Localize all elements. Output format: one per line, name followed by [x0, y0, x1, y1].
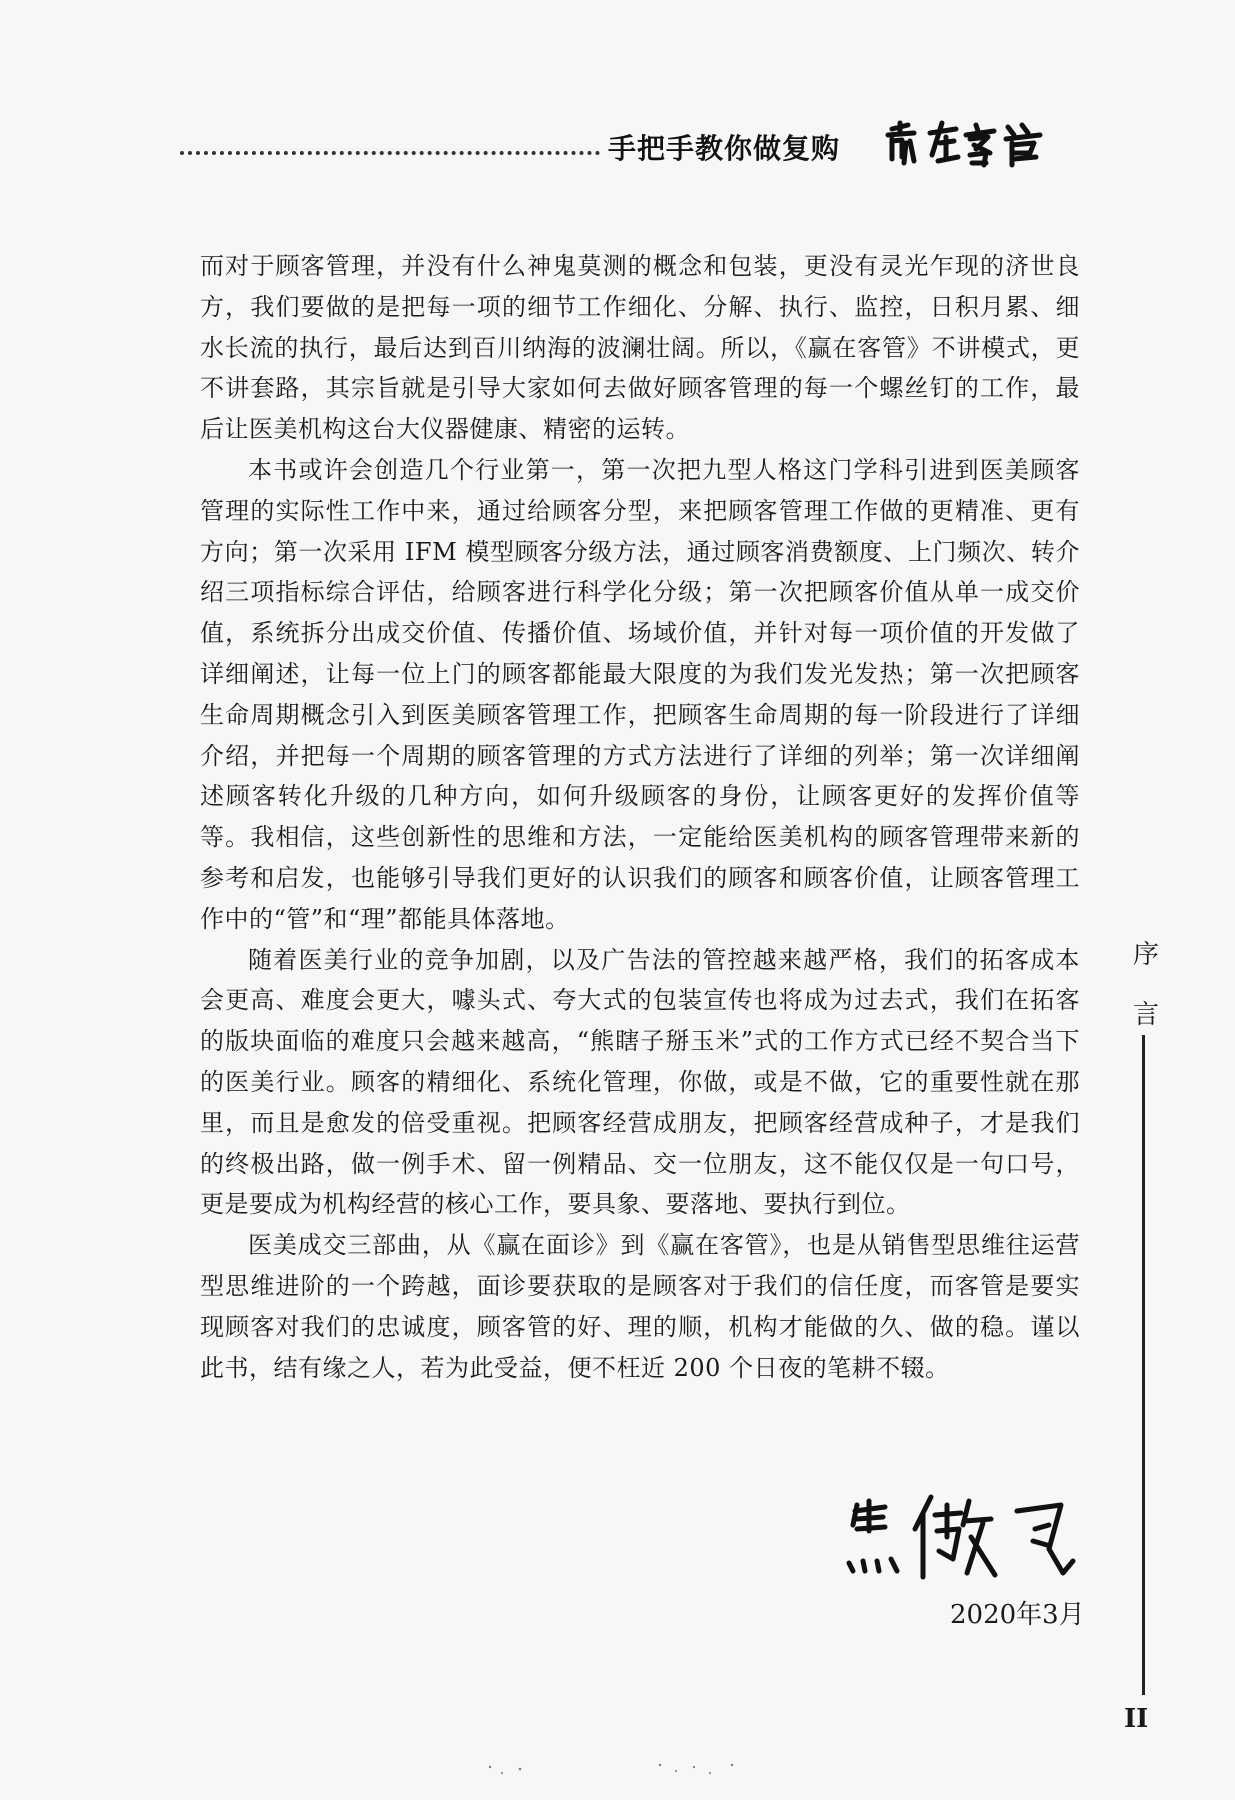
paragraph-4: 医美成交三部曲，从《赢在面诊》到《赢在客管》，也是从销售型思维往运营型思维进阶的一个跨越，面诊要获取的是顾客对于我们的信任度，而客管是要实现顾客对我们的忠诚度，顾客管的好、理的顺，机构才能做的久、做的稳。谨以此书，结有缘之人，若为此受益，便不枉近 200 个日夜的笔耕不辍。 — [200, 1231, 1080, 1382]
date: 2020年3月 — [950, 1600, 1085, 1630]
header-title: 手把手教你做复购 — [608, 132, 841, 165]
scan-speckles — [480, 1755, 780, 1785]
section-tab-char-2: 言 — [1132, 1000, 1159, 1030]
preface-body — [200, 246, 1080, 1388]
author-signature — [835, 1485, 1085, 1585]
header-dot-leader — [180, 151, 600, 155]
header-brush-title-logo — [880, 115, 1060, 175]
section-tab-char-1: 序 — [1132, 940, 1159, 970]
page-number: II — [1124, 1704, 1149, 1734]
side-rule — [1142, 1035, 1145, 1695]
paragraph-2: 本书或许会创造几个行业第一，第一次把九型人格这门学科引进到医美顾客管理的实际性工作中来，通过给顾客分型，来把顾客管理工作做的更精准、更有方向；第一次采用 IFM 模型顾客分级方法，通过顾客消费额度、上门频次、转介绍三项指标综合评估，给顾客进行科学化分级；第一次把顾客价值从单一成交价值，系统拆分出成交价值、传播价值、场域价值，并针对每一项价值的开发做了详细阐述，让每一位上门的顾客都能最大限度的为我们发光发热；第一次把顾客生命周期概念引入到医美顾客管理工作，把顾客生命周期的每一阶段进行了详细介绍，并把每一个周期的顾客管理的方式方法进行了详细的列举；第一次详细阐述顾客转化升级的几种方向，如何升级顾客的身份，让顾客更好的发挥价值等等。我相信，这些创新性的思维和方法，一定能给医美机构的顾客管理带来新的参考和启发，也能够引导我们更好的认识我们的顾客和顾客价值，让顾客管理工作中的“管”和“理”都能具体落地。 — [200, 455, 1080, 933]
paragraph-1: 而对于顾客管理，并没有什么神鬼莫测的概念和包装，更没有灵光乍现的济世良方，我们要做的是把每一项的细节工作细化、分解、执行、监控，日积月累、细水长流的执行，最后达到百川纳海的波澜壮阔。所以，《赢在客管》不讲模式，更不讲套路，其宗旨就是引导大家如何去做好顾客管理的每一个螺丝钉的工作，最后让医美机构这台大仪器健康、精密的运转。 — [200, 252, 1080, 444]
section-tab — [1126, 925, 1166, 1045]
paragraph-3: 随着医美行业的竞争加剧，以及广告法的管控越来越严格，我们的拓客成本会更高、难度会更大，噱头式、夸大式的包装宣传也将成为过去式，我们在拓客的版块面临的难度只会越来越高，“熊瞎子掰玉米”式的工作方式已经不契合当下的医美行业。顾客的精细化、系统化管理，你做，或是不做，它的重要性就在那里，而且是愈发的倍受重视。把顾客经营成朋友，把顾客经营成种子，才是我们的终极出路，做一例手术、留一例精品、交一位朋友，这不能仅仅是一句口号，更是要成为机构经营的核心工作，要具象、要落地、要执行到位。 — [200, 945, 1080, 1219]
running-header — [180, 115, 1080, 175]
